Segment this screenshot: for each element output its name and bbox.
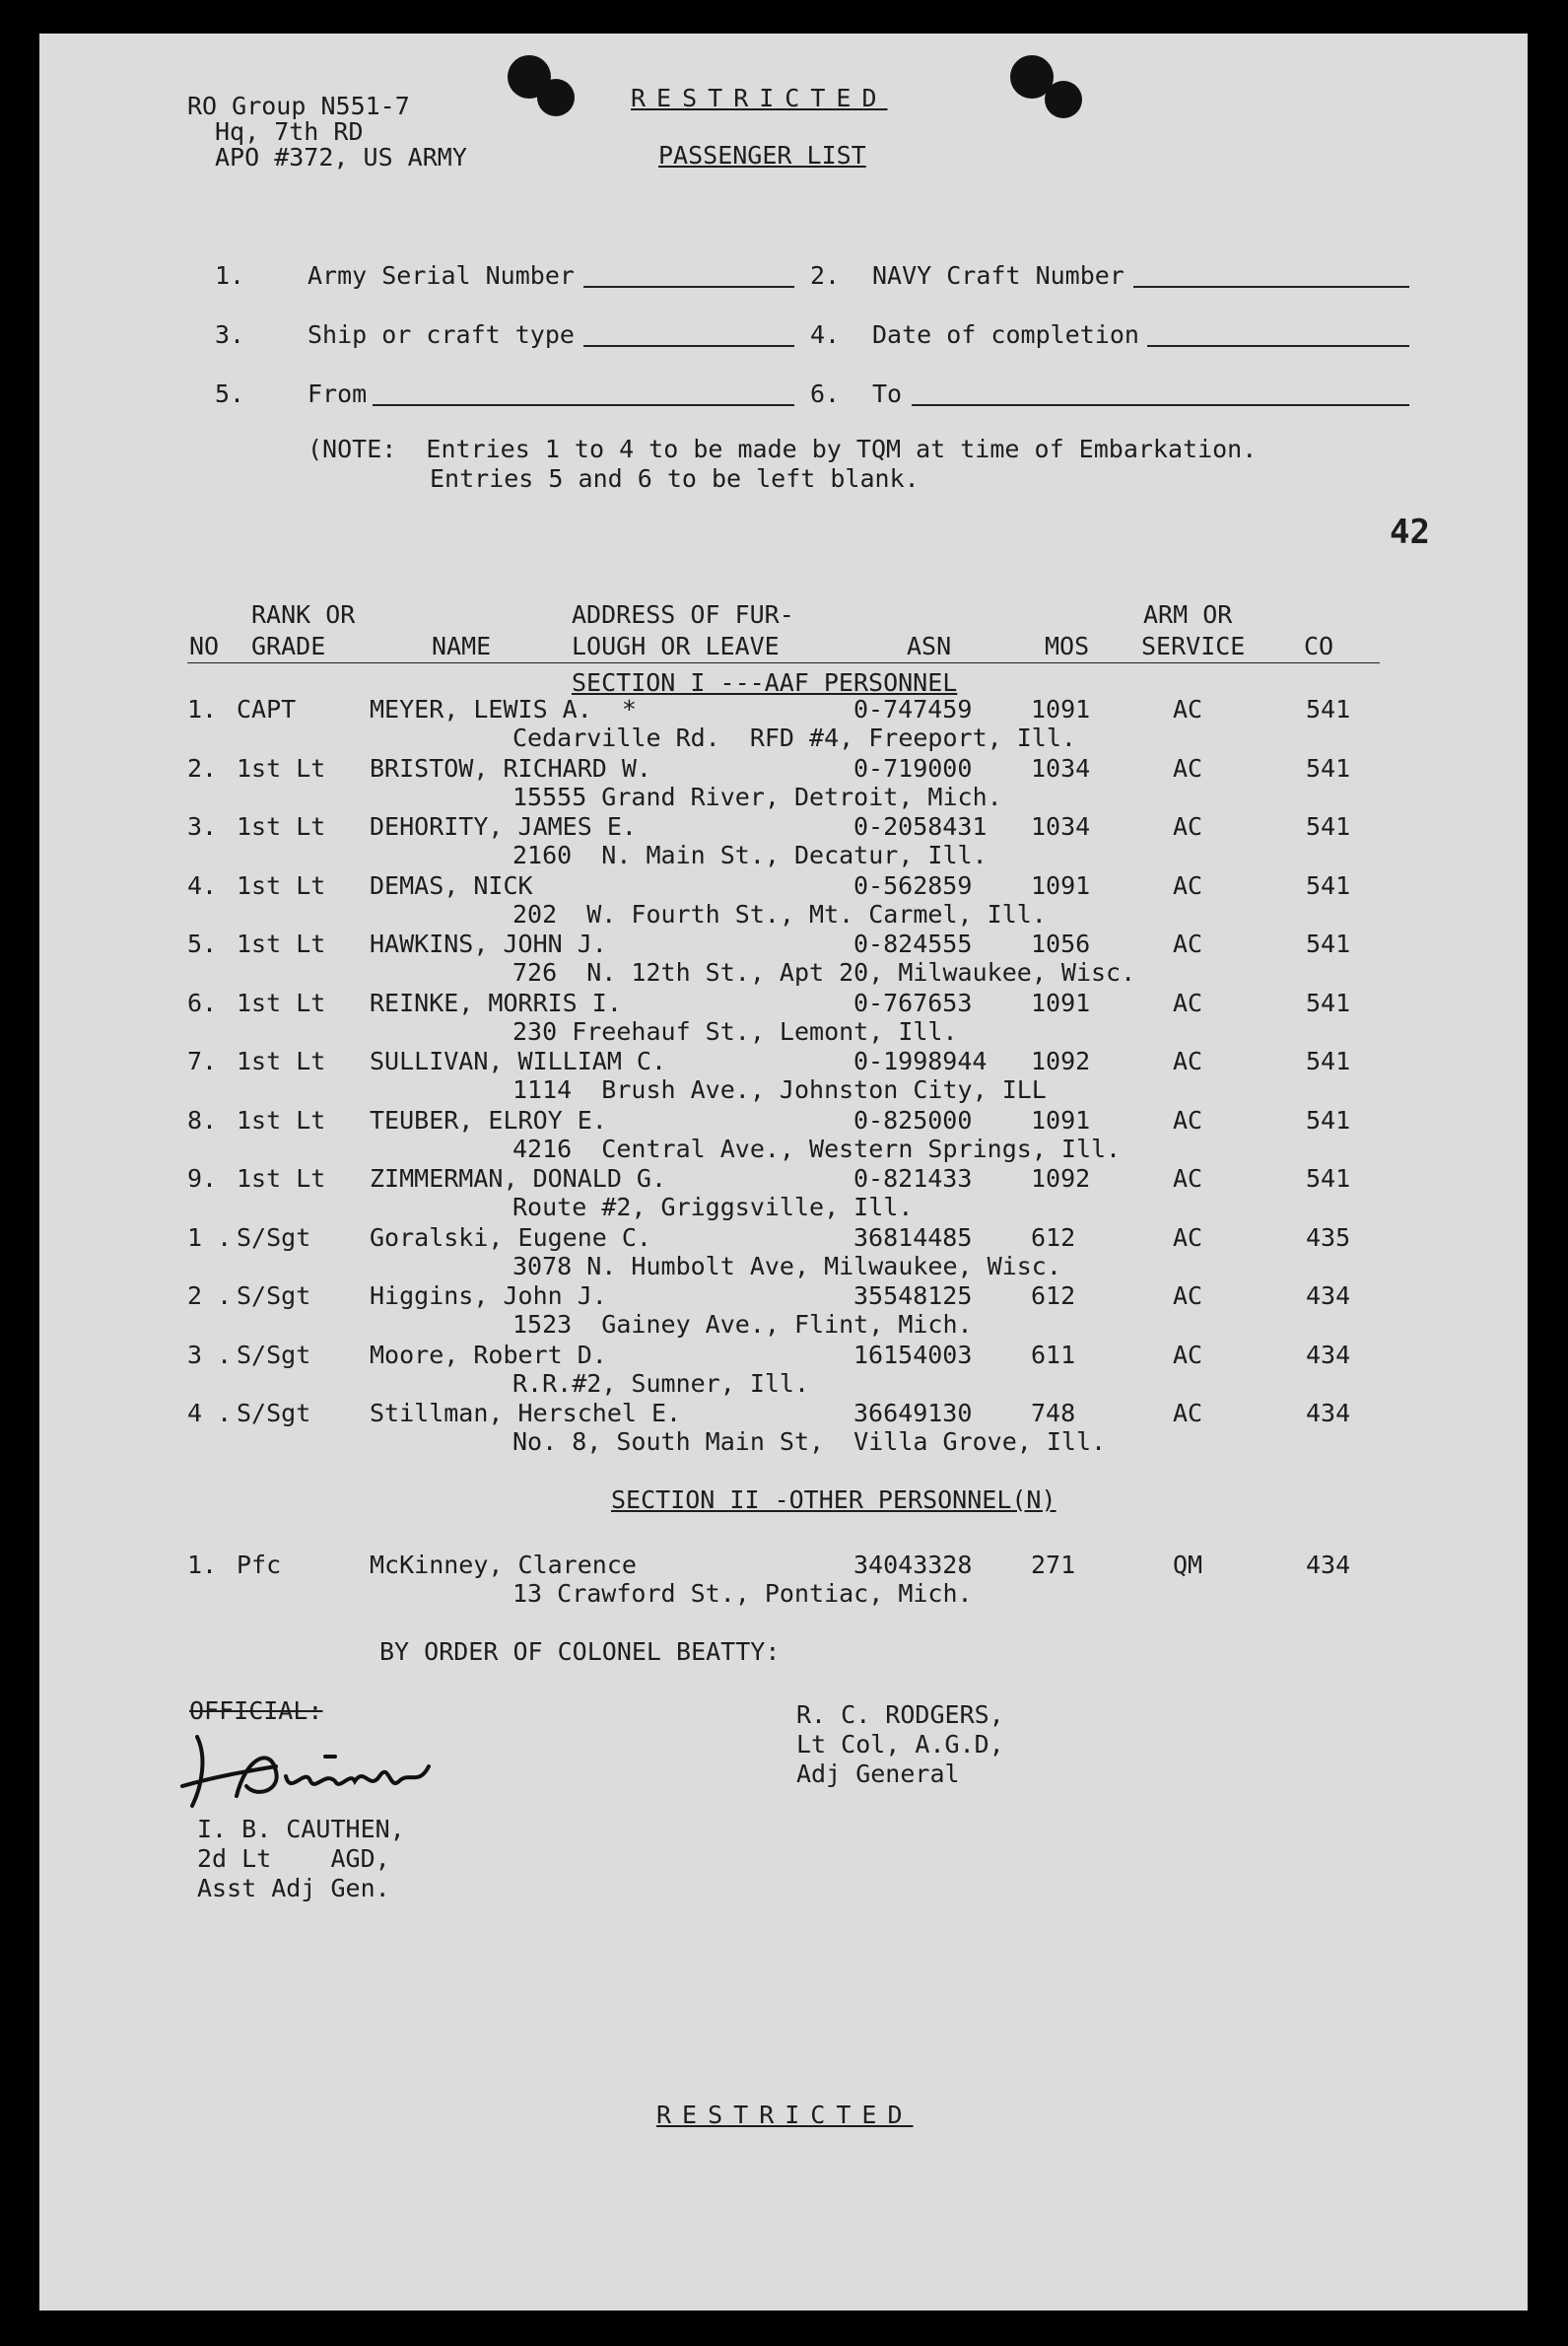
- section-1-cell-arm: AC: [1173, 695, 1203, 724]
- unit-line-3: APO #372, US ARMY: [215, 143, 467, 172]
- section-1-cell-arm: AC: [1173, 1105, 1203, 1135]
- section-1-cell-asn: 0-747459: [853, 695, 973, 724]
- section-1-cell-co: 434: [1306, 1340, 1351, 1369]
- section-1-cell-asn: 36649130: [853, 1399, 973, 1427]
- header-rule: [187, 662, 1380, 663]
- punch-hole-left-b: [537, 79, 575, 116]
- section-1-cell-arm: AC: [1173, 753, 1203, 783]
- section-1-cell-arm: AC: [1173, 1281, 1203, 1310]
- section-1-cell-mos: 1091: [1031, 695, 1091, 724]
- section-1-cell-co: 541: [1306, 1164, 1351, 1193]
- field-6-label: To: [872, 380, 903, 408]
- section-1-cell-address: 3078 N. Humbolt Ave, Milwaukee, Wisc.: [512, 1251, 1061, 1280]
- section-1-cell-no: 4 .: [187, 1399, 233, 1427]
- section-1-cell-address: R.R.#2, Sumner, Ill.: [512, 1368, 810, 1398]
- col-co: CO: [1304, 632, 1334, 660]
- section-1-cell-name: DEMAS, NICK: [370, 870, 533, 900]
- col-service: SERVICE: [1141, 632, 1246, 660]
- section-1-cell-asn: 0-824555: [853, 930, 973, 958]
- section-1-cell-arm: AC: [1173, 1047, 1203, 1075]
- handwritten-signature: [177, 1727, 453, 1816]
- section-1-cell-mos: 1091: [1031, 988, 1091, 1017]
- section-2-title: SECTION II -OTHER PERSONNEL(N): [611, 1485, 1057, 1514]
- section-2-cell-arm: QM: [1173, 1551, 1203, 1579]
- order-line: BY ORDER OF COLONEL BEATTY:: [379, 1637, 781, 1666]
- field-4-label: Date of completion: [872, 320, 1139, 349]
- col-mos: MOS: [1045, 632, 1090, 660]
- classification-top: RESTRICTED: [631, 84, 888, 112]
- section-2-cell-rank: Pfc: [237, 1551, 282, 1579]
- section-1-cell-name: Moore, Robert D.: [370, 1340, 607, 1369]
- section-1-cell-name: SULLIVAN, WILLIAM C.: [370, 1047, 667, 1075]
- col-asn: ASN: [907, 632, 952, 660]
- section-1-cell-rank: S/Sgt: [237, 1340, 311, 1369]
- section-1-cell-arm: AC: [1173, 870, 1203, 900]
- field-2-label: NAVY Craft Number: [872, 261, 1125, 290]
- section-1-cell-arm: AC: [1173, 1222, 1203, 1252]
- section-1-cell-asn: 0-825000: [853, 1105, 973, 1135]
- section-1-cell-address: 4216 Central Ave., Western Springs, Ill.: [512, 1134, 1122, 1163]
- field-2-num: 2.: [810, 261, 841, 290]
- section-1-title: SECTION I ---AAF PERSONNEL: [572, 668, 958, 697]
- section-1-cell-address: 202 W. Fourth St., Mt. Carmel, Ill.: [512, 899, 1047, 929]
- signer-right-name: R. C. RODGERS,: [796, 1700, 1004, 1729]
- section-1-cell-no: 2 .: [187, 1281, 233, 1310]
- field-1-num: 1.: [215, 261, 245, 290]
- section-1-cell-no: 1.: [187, 695, 218, 724]
- section-1-cell-asn: 0-2058431: [853, 812, 988, 841]
- section-2-cell-co: 434: [1306, 1551, 1351, 1579]
- section-2-cell-mos: 271: [1031, 1551, 1076, 1579]
- section-1-cell-asn: 16154003: [853, 1340, 973, 1369]
- page-number: 42: [1390, 513, 1430, 552]
- section-1-cell-co: 541: [1306, 695, 1351, 724]
- section-1-cell-arm: AC: [1173, 1340, 1203, 1369]
- section-1-cell-co: 541: [1306, 870, 1351, 900]
- signer-left-title: Asst Adj Gen.: [197, 1874, 390, 1902]
- section-1-cell-no: 5.: [187, 930, 218, 958]
- section-1-cell-co: 541: [1306, 988, 1351, 1017]
- section-1-cell-arm: AC: [1173, 1399, 1203, 1427]
- section-1-cell-co: 541: [1306, 753, 1351, 783]
- section-1-cell-asn: 0-719000: [853, 753, 973, 783]
- section-1-cell-asn: 0-562859: [853, 870, 973, 900]
- section-1-cell-address: 15555 Grand River, Detroit, Mich.: [512, 782, 1002, 811]
- section-1-cell-asn: 0-821433: [853, 1164, 973, 1193]
- section-1-cell-name: REINKE, MORRIS I.: [370, 988, 622, 1017]
- signer-left-name: I. B. CAUTHEN,: [197, 1815, 405, 1843]
- field-6-blank: [912, 404, 1409, 406]
- section-1-cell-mos: 1056: [1031, 930, 1091, 958]
- section-1-cell-mos: 748: [1031, 1399, 1076, 1427]
- section-1-cell-rank: 1st Lt: [237, 930, 326, 958]
- section-1-cell-co: 435: [1306, 1222, 1351, 1252]
- section-1-cell-mos: 1034: [1031, 812, 1091, 841]
- section-1-cell-no: 4.: [187, 870, 218, 900]
- section-1-cell-address: 2160 N. Main St., Decatur, Ill.: [512, 841, 988, 869]
- section-1-cell-mos: 611: [1031, 1340, 1076, 1369]
- section-1-cell-name: ZIMMERMAN, DONALD G.: [370, 1164, 667, 1193]
- col-grade: GRADE: [251, 632, 326, 660]
- section-1-cell-no: 1 .: [187, 1222, 233, 1252]
- section-1-cell-arm: AC: [1173, 812, 1203, 841]
- field-3-blank: [583, 345, 794, 347]
- col-addr-bottom: LOUGH OR LEAVE: [572, 632, 780, 660]
- section-1-cell-arm: AC: [1173, 988, 1203, 1017]
- col-rank-top: RANK OR: [251, 600, 356, 629]
- field-4-blank: [1147, 345, 1409, 347]
- section-1-cell-asn: 0-767653: [853, 988, 973, 1017]
- section-1-cell-address: 726 N. 12th St., Apt 20, Milwaukee, Wisc.: [512, 958, 1136, 987]
- section-1-cell-mos: 1034: [1031, 753, 1091, 783]
- section-1-cell-co: 541: [1306, 812, 1351, 841]
- section-2-cell-no: 1.: [187, 1551, 218, 1579]
- section-1-cell-mos: 1091: [1031, 870, 1091, 900]
- field-2-blank: [1133, 286, 1409, 288]
- section-1-cell-rank: 1st Lt: [237, 1047, 326, 1075]
- section-1-cell-name: Higgins, John J.: [370, 1281, 607, 1310]
- section-1-cell-address: 1114 Brush Ave., Johnston City, ILL: [512, 1075, 1047, 1104]
- signer-left-rank: 2d Lt AGD,: [197, 1844, 390, 1873]
- section-1-cell-rank: S/Sgt: [237, 1399, 311, 1427]
- section-2-cell-asn: 34043328: [853, 1551, 973, 1579]
- section-1-cell-rank: 1st Lt: [237, 988, 326, 1017]
- classification-bottom: RESTRICTED: [656, 2101, 914, 2129]
- section-1-cell-address: 230 Freehauf St., Lemont, Ill.: [512, 1016, 958, 1046]
- field-5-label: From: [307, 380, 368, 408]
- field-3-label: Ship or craft type: [307, 320, 575, 349]
- signer-right-rank: Lt Col, A.G.D,: [796, 1730, 1004, 1759]
- section-1-cell-name: DEHORITY, JAMES E.: [370, 812, 637, 841]
- section-1-cell-rank: 1st Lt: [237, 870, 326, 900]
- section-1-cell-no: 7.: [187, 1047, 218, 1075]
- section-1-cell-no: 2.: [187, 753, 218, 783]
- section-1-cell-co: 541: [1306, 1105, 1351, 1135]
- section-1-cell-name: MEYER, LEWIS A. *: [370, 695, 637, 724]
- section-1-cell-asn: 35548125: [853, 1281, 973, 1310]
- col-arm-top: ARM OR: [1143, 600, 1233, 629]
- section-1-cell-address: No. 8, South Main St, Villa Grove, Ill.: [512, 1427, 1107, 1456]
- section-1-cell-name: Goralski, Eugene C.: [370, 1222, 651, 1252]
- section-2-cell-address: 13 Crawford St., Pontiac, Mich.: [512, 1579, 973, 1608]
- section-1-cell-rank: 1st Lt: [237, 1105, 326, 1135]
- section-1-cell-arm: AC: [1173, 1164, 1203, 1193]
- col-addr-top: ADDRESS OF FUR-: [572, 600, 794, 629]
- section-1-cell-mos: 1092: [1031, 1047, 1091, 1075]
- section-1-cell-no: 8.: [187, 1105, 218, 1135]
- signer-right-title: Adj General: [796, 1760, 960, 1788]
- section-1-cell-no: 3 .: [187, 1340, 233, 1369]
- unit-line-1: RO Group N551-7: [187, 92, 410, 120]
- field-5-num: 5.: [215, 380, 245, 408]
- field-1-label: Army Serial Number: [307, 261, 575, 290]
- section-1-cell-co: 434: [1306, 1281, 1351, 1310]
- section-1-cell-co: 541: [1306, 930, 1351, 958]
- section-1-cell-name: BRISTOW, RICHARD W.: [370, 753, 651, 783]
- section-1-cell-mos: 1091: [1031, 1105, 1091, 1135]
- section-1-cell-arm: AC: [1173, 930, 1203, 958]
- official-label: OFFICIAL:: [189, 1696, 323, 1725]
- field-3-num: 3.: [215, 320, 245, 349]
- section-1-cell-no: 6.: [187, 988, 218, 1017]
- section-1-cell-mos: 612: [1031, 1222, 1076, 1252]
- section-1-cell-rank: S/Sgt: [237, 1222, 311, 1252]
- section-1-cell-rank: 1st Lt: [237, 753, 326, 783]
- document-page: [39, 34, 1528, 2311]
- section-1-cell-co: 541: [1306, 1047, 1351, 1075]
- punch-hole-right-b: [1045, 81, 1082, 118]
- section-1-cell-no: 3.: [187, 812, 218, 841]
- section-1-cell-name: TEUBER, ELROY E.: [370, 1105, 607, 1135]
- section-2-cell-name: McKinney, Clarence: [370, 1551, 637, 1579]
- section-1-cell-co: 434: [1306, 1399, 1351, 1427]
- field-4-num: 4.: [810, 320, 841, 349]
- field-6-num: 6.: [810, 380, 841, 408]
- section-1-cell-address: 1523 Gainey Ave., Flint, Mich.: [512, 1310, 973, 1339]
- section-1-cell-mos: 1092: [1031, 1164, 1091, 1193]
- section-1-cell-rank: 1st Lt: [237, 812, 326, 841]
- note-line-2: Entries 5 and 6 to be left blank.: [430, 464, 920, 493]
- section-1-cell-rank: S/Sgt: [237, 1281, 311, 1310]
- section-1-cell-address: Route #2, Griggsville, Ill.: [512, 1193, 914, 1221]
- col-no: NO: [189, 632, 220, 660]
- section-1-cell-name: HAWKINS, JOHN J.: [370, 930, 607, 958]
- section-1-cell-mos: 612: [1031, 1281, 1076, 1310]
- section-1-cell-name: Stillman, Herschel E.: [370, 1399, 682, 1427]
- section-1-cell-rank: 1st Lt: [237, 1164, 326, 1193]
- unit-line-2: Hq, 7th RD: [215, 117, 364, 146]
- field-5-blank: [373, 404, 794, 406]
- section-1-cell-no: 9.: [187, 1164, 218, 1193]
- section-1-cell-address: Cedarville Rd. RFD #4, Freeport, Ill.: [512, 724, 1076, 752]
- field-1-blank: [583, 286, 794, 288]
- section-1-cell-asn: 0-1998944: [853, 1047, 988, 1075]
- document-title: PASSENGER LIST: [658, 141, 866, 170]
- col-name: NAME: [432, 632, 492, 660]
- section-1-cell-asn: 36814485: [853, 1222, 973, 1252]
- note-line-1: (NOTE: Entries 1 to 4 to be made by TQM at time of Embarkation.: [307, 435, 1258, 463]
- section-1-cell-rank: CAPT: [237, 695, 297, 724]
